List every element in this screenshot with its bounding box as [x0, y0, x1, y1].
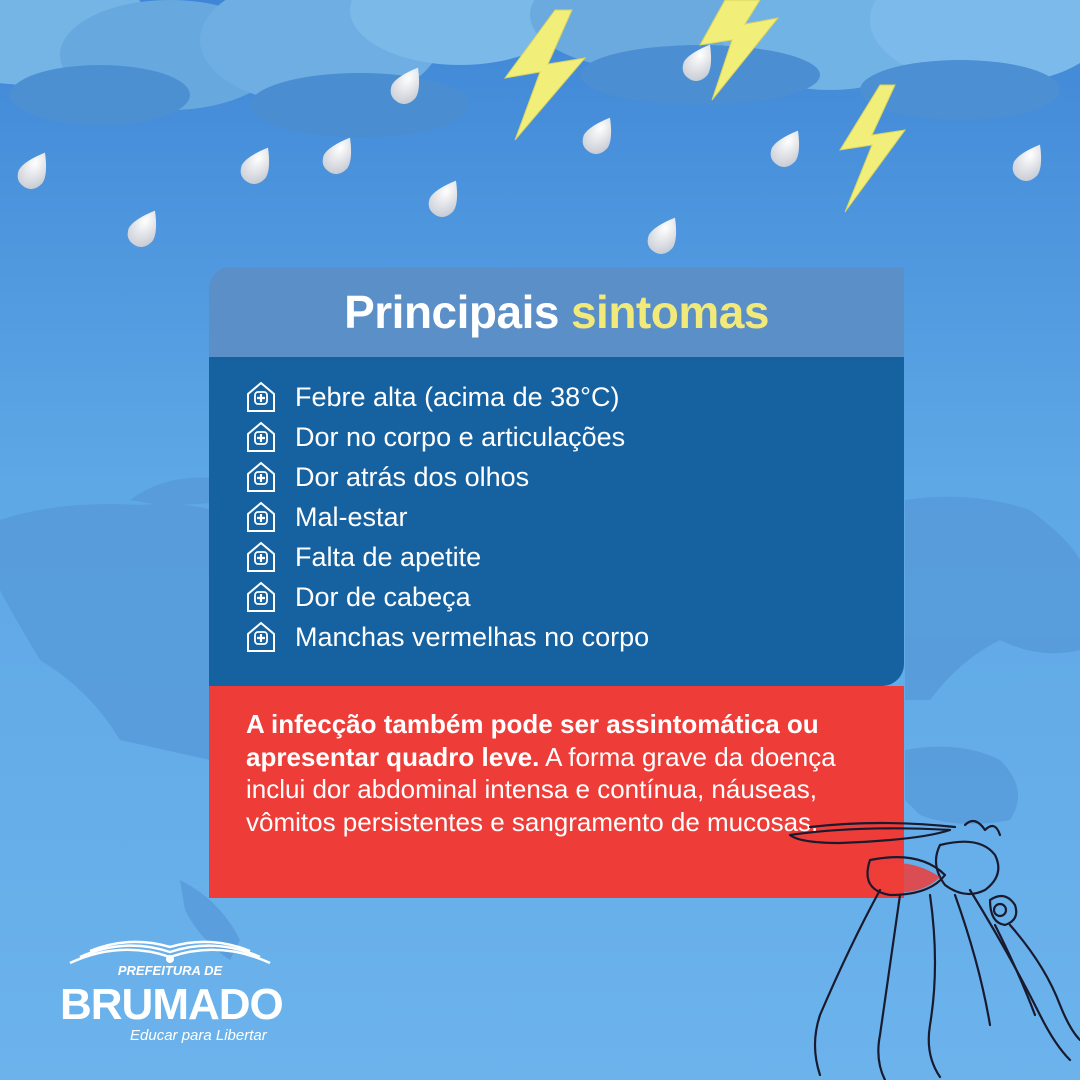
logo-name: BRUMADO — [60, 980, 283, 1029]
symptom-text: Manchas vermelhas no corpo — [295, 621, 650, 652]
health-house-icon — [245, 580, 277, 614]
logo-top-line: PREFEITURA DE — [117, 963, 223, 978]
health-house-icon — [245, 460, 277, 494]
symptom-text: Febre alta (acima de 38°C) — [295, 381, 620, 412]
logo-slogan: Educar para Libertar — [130, 1027, 267, 1044]
list-item — [245, 577, 904, 617]
health-house-icon — [245, 620, 277, 654]
prefeitura-logo — [60, 935, 290, 1050]
note-text: A forma grave da doença inclui dor abdominal intensa e contínua, náuseas, vômitos persistentes e sangramento de mucosas. — [246, 741, 836, 837]
symptom-text: Dor atrás dos olhos — [295, 461, 530, 492]
list-item — [245, 497, 904, 537]
symptom-text: Falta de apetite — [295, 541, 482, 572]
list-item — [245, 377, 904, 417]
symptoms-list — [209, 357, 904, 686]
symptom-text: Dor de cabeça — [295, 581, 471, 612]
health-house-icon — [245, 540, 277, 574]
card-title — [209, 267, 904, 357]
list-item — [245, 537, 904, 577]
health-house-icon — [245, 500, 277, 534]
title-highlight: sintomas — [570, 286, 769, 338]
list-item — [245, 617, 904, 657]
mosquito-illustration — [780, 815, 1080, 1080]
health-house-icon — [245, 420, 277, 454]
note-bold: A infecção também pode ser assintomática ou apresentar quadro leve. — [246, 709, 819, 772]
list-item — [245, 417, 904, 457]
health-house-icon — [245, 380, 277, 414]
title-main: Principais — [344, 286, 559, 338]
list-item — [245, 457, 904, 497]
symptom-text: Dor no corpo e articulações — [295, 421, 626, 452]
symptom-text: Mal-estar — [295, 501, 408, 532]
